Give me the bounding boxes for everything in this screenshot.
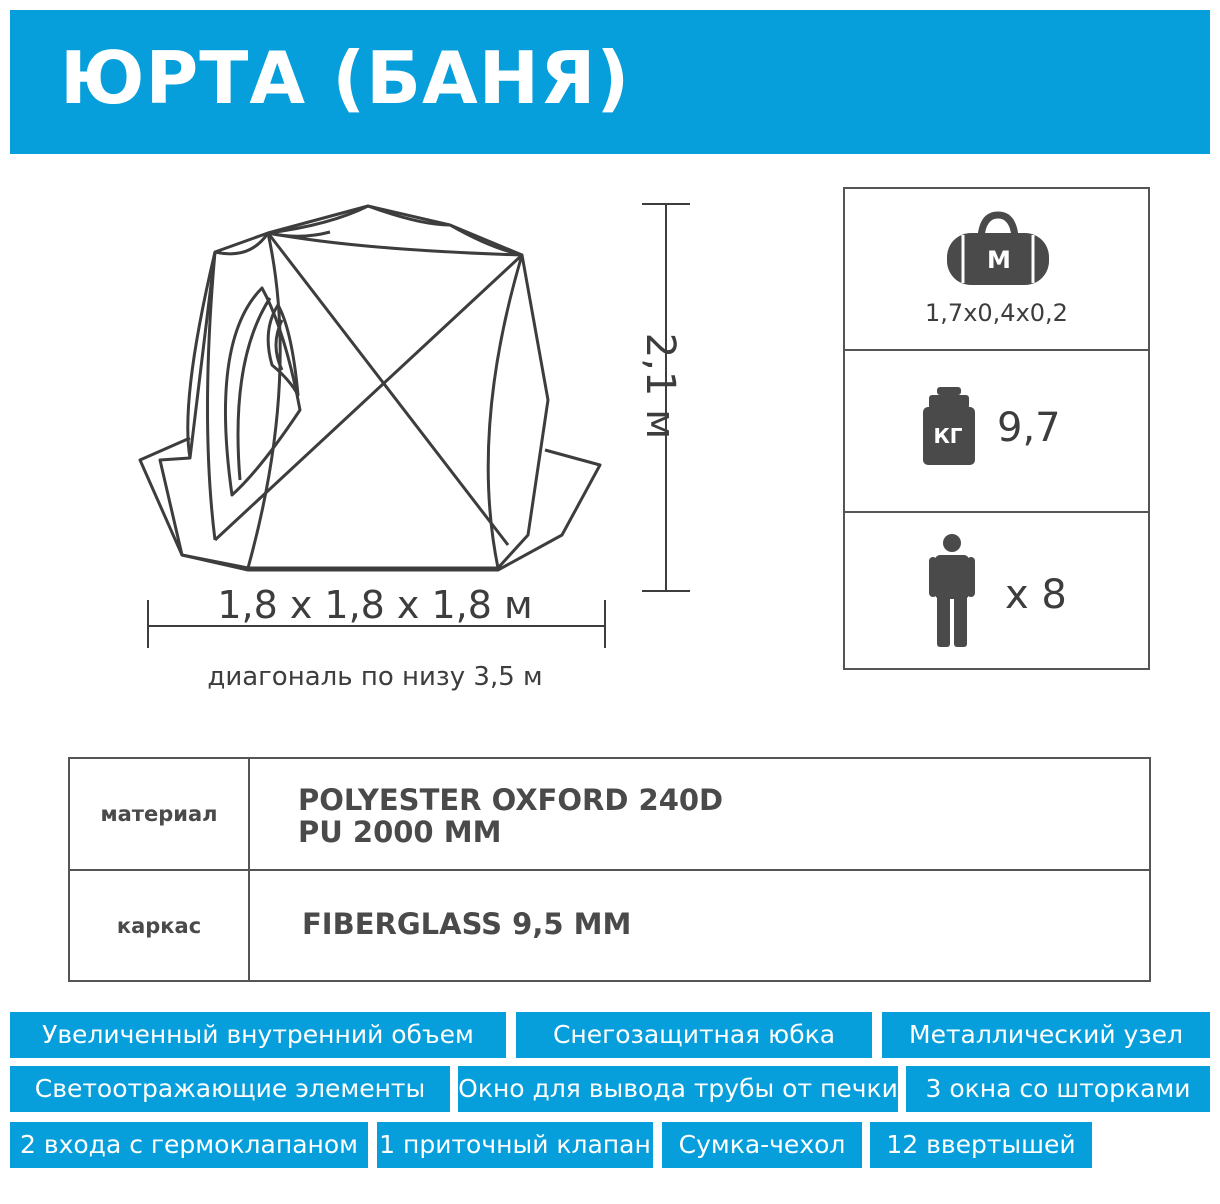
frame-value: FIBERGLASS 9,5 MM <box>302 907 632 941</box>
weight-spec-row <box>845 351 1148 513</box>
material-value-line1: POLYESTER OXFORD 240D <box>298 783 724 817</box>
table-row <box>70 871 1149 980</box>
feature-tag: 12 ввертышей <box>870 1122 1092 1168</box>
material-label: материал <box>70 759 250 869</box>
bag-size: 1,7х0,4х0,2 <box>925 299 1068 327</box>
people-count: х 8 <box>1005 572 1067 618</box>
height-label: 2,1 м <box>637 332 683 440</box>
table-row <box>70 759 1149 871</box>
feature-tag: 1 приточный клапан <box>377 1122 653 1168</box>
feature-tag: Сумка-чехол <box>662 1122 862 1168</box>
weight-unit: КГ <box>933 424 963 448</box>
weight-value: 9,7 <box>997 405 1061 451</box>
bag-letter: М <box>987 246 1011 274</box>
feature-tag: Увеличенный внутренний объем <box>10 1012 506 1058</box>
feature-tag: Снегозащитная юбка <box>516 1012 872 1058</box>
capacity-spec-row <box>845 513 1148 668</box>
feature-tag: Окно для вывода трубы от печки <box>458 1066 898 1112</box>
page-title: ЮРТА (БАНЯ) <box>60 36 631 120</box>
person-icon <box>929 533 975 649</box>
feature-tag: 3 окна со шторками <box>906 1066 1210 1112</box>
feature-tag: Металлический узел <box>882 1012 1210 1058</box>
feature-tag: Светоотражающие элементы <box>10 1066 450 1112</box>
bag-spec-row <box>845 189 1148 351</box>
spec-panel <box>843 187 1150 670</box>
diagonal-label: диагональ по низу 3,5 м <box>207 662 543 692</box>
material-value-line2: PU 2000 MM <box>298 815 502 849</box>
size-label: 1,8 х 1,8 х 1,8 м <box>217 583 533 627</box>
frame-label: каркас <box>70 871 250 980</box>
feature-tag: 2 входа с гермоклапаном <box>10 1122 368 1168</box>
tent-illustration <box>120 185 610 575</box>
materials-table <box>68 757 1151 982</box>
